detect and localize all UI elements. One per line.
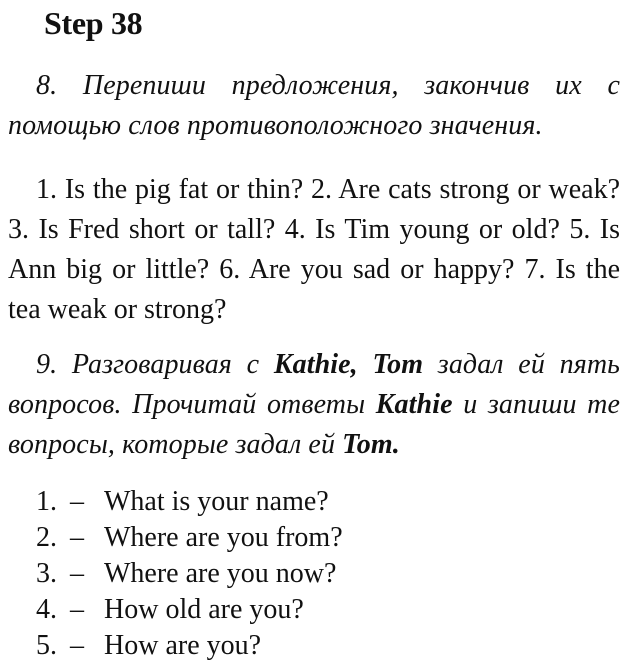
dash: – xyxy=(70,594,84,625)
dash: – xyxy=(70,630,84,661)
list-item xyxy=(36,556,343,592)
task-8-sentences: 1. Is the pig fat or thin? 2. Are cats strong or weak? 3. Is Fred short or tall? 4. Is Tim young or old? 5. Is Ann big or little? 6. Are you sad or happy? 7. Is the tea weak or strong? xyxy=(8,174,620,325)
task-9-space xyxy=(358,349,373,380)
list-item xyxy=(36,484,343,520)
step-title: Step 38 xyxy=(44,5,143,41)
list-item xyxy=(36,520,343,556)
item-number: 1. xyxy=(36,486,57,517)
item-number: 2. xyxy=(36,522,57,553)
task-8-instruction: 8. Перепиши предложения, закончив их с помощью слов противоположного значения. xyxy=(8,70,620,141)
task-9-text-part: 9. Разговаривая с xyxy=(36,349,274,380)
answer-text: What is your name? xyxy=(104,486,329,517)
dash: – xyxy=(70,558,84,589)
list-item xyxy=(36,628,343,664)
list-item xyxy=(36,592,343,628)
task-9-instruction xyxy=(8,345,620,465)
task-9-text-part: и запиши те вопросы, которые задал ей xyxy=(8,389,620,460)
answer-text: Where are you from? xyxy=(104,522,343,553)
task-9-text-part: задал ей пять вопросов. Прочитай ответы xyxy=(8,349,620,420)
item-number: 4. xyxy=(36,594,57,625)
dash: – xyxy=(70,486,84,517)
name-tom: Tom xyxy=(372,349,424,380)
dash: – xyxy=(70,522,84,553)
name-kathie: Kathie xyxy=(375,389,453,420)
name-tom: Tom. xyxy=(342,429,400,460)
answer-list xyxy=(36,484,343,664)
answer-text: How old are you? xyxy=(104,594,304,625)
answer-text: How are you? xyxy=(104,630,262,661)
item-number: 3. xyxy=(36,558,57,589)
item-number: 5. xyxy=(36,630,57,661)
name-kathie: Kathie, xyxy=(273,349,358,380)
answer-text: Where are you now? xyxy=(104,558,337,589)
